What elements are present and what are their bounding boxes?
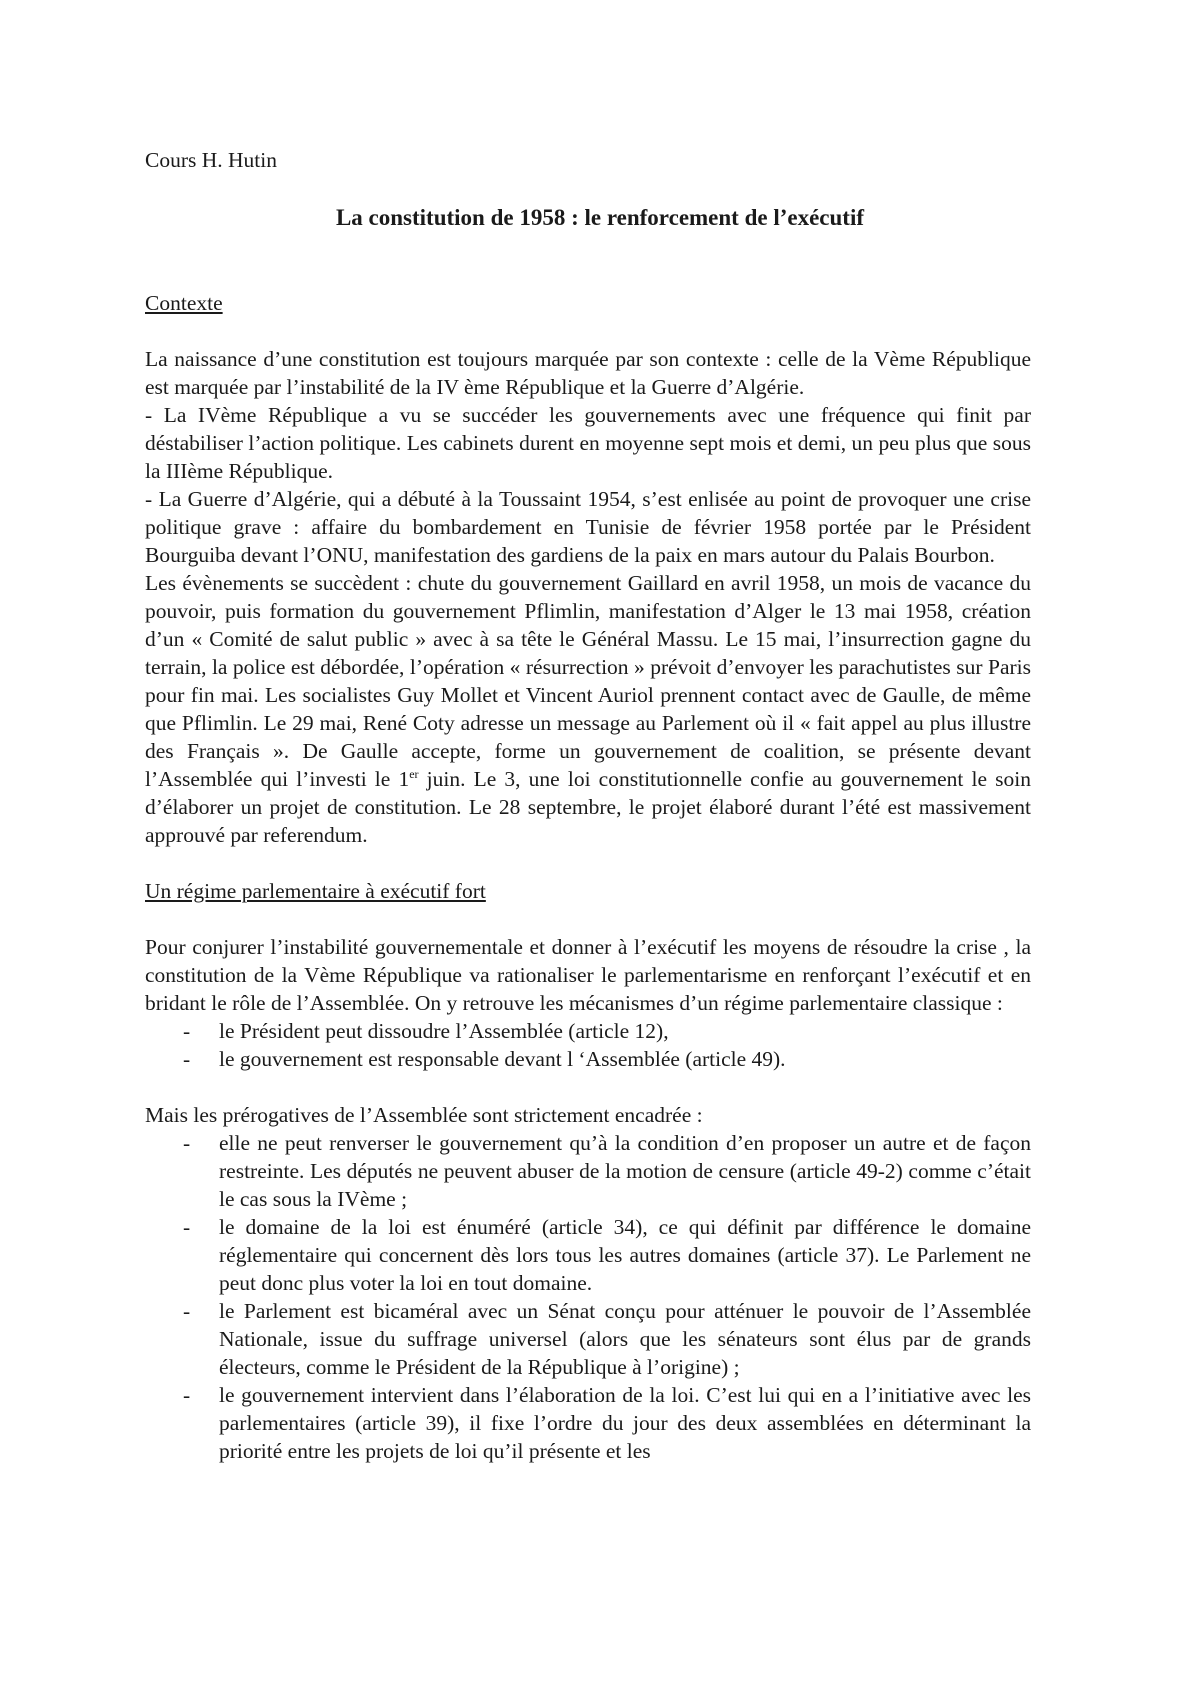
list-item-text: le gouvernement intervient dans l’élaboration de la loi. C’est lui qui en a l’initiative avec les parlementaires (article 39), il fixe l’ordre du jour des deux assemblées en déterminant la priorité entre les projets de loi qu’il présente et les <box>219 1383 1031 1463</box>
list-dash: - <box>183 1019 191 1043</box>
superscript-er: er <box>409 766 419 781</box>
list-item-text: le Parlement est bicaméral avec un Sénat conçu pour atténuer le pouvoir de l’Assemblée Nationale, issue du suffrage universel (alors que les sénateurs sont élus par de grands électeurs, comme le Président de la République à l’origine) ; <box>219 1299 1031 1379</box>
list-dash: - <box>183 1047 191 1071</box>
list-prerogatives <box>145 1129 1031 1465</box>
list-dash: - <box>183 1299 191 1323</box>
section-heading-regime: Un régime parlementaire à exécutif fort <box>145 879 486 903</box>
list-dash: - <box>183 1215 191 1239</box>
list-mecanismes <box>145 1017 1031 1073</box>
list-item <box>145 1381 1031 1465</box>
paragraph-ive-republique: - La IVème République a vu se succéder les gouvernements avec une fréquence qui finit par déstabiliser l’action politique. Les cabinets durent en moyenne sept mois et demi, un peu plus que sous la IIIème République. <box>145 403 1031 483</box>
list-item-text: le domaine de la loi est énuméré (article 34), ce qui définit par différence le domaine réglementaire qui concernent dès lors tous les autres domaines (article 37). Le Parlement ne peut donc plus voter la loi en tout domaine. <box>219 1215 1031 1295</box>
list-item-text: le gouvernement est responsable devant l ‘Assemblée (article 49). <box>219 1047 786 1071</box>
list-item <box>145 1045 1031 1073</box>
paragraph-prerogatives: Mais les prérogatives de l’Assemblée sont strictement encadrée : <box>145 1103 703 1127</box>
paragraph-evenements-text-end: juin. Le 3, une loi constitutionnelle confie au gouvernement le soin d’élaborer un projet de constitution. Le 28 septembre, le projet élaboré durant l’été est massivement approuvé par referendum. <box>145 767 1031 847</box>
paragraph-guerre-algerie: - La Guerre d’Algérie, qui a débuté à la Toussaint 1954, s’est enlisée au point de provoquer une crise politique grave : affaire du bombardement en Tunisie de février 1958 portée par le Président Bourguiba devant l’ONU, manifestation des gardiens de la paix en mars autour du Palais Bourbon. <box>145 487 1031 567</box>
section-heading-contexte: Contexte <box>145 291 223 315</box>
list-dash: - <box>183 1131 191 1155</box>
list-item <box>145 1017 1031 1045</box>
list-item <box>145 1213 1031 1297</box>
paragraph-intro: La naissance d’une constitution est toujours marquée par son contexte : celle de la Vème République est marquée par l’instabilité de la IV ème République et la Guerre d’Algérie. <box>145 347 1031 399</box>
list-item-text: elle ne peut renverser le gouvernement qu’à la condition d’en proposer un autre et de façon restreinte. Les députés ne peuvent abuser de la motion de censure (article 49-2) comme c’était le cas sous la IVème ; <box>219 1131 1031 1211</box>
paragraph-evenements <box>145 569 1031 849</box>
list-item <box>145 1129 1031 1213</box>
list-item <box>145 1297 1031 1381</box>
document-title: La constitution de 1958 : le renforcement de l’exécutif <box>335 205 865 230</box>
list-item-text: le Président peut dissoudre l’Assemblée (article 12), <box>219 1019 669 1043</box>
paragraph-evenements-text: Les évènements se succèdent : chute du gouvernement Gaillard en avril 1958, un mois de vacance du pouvoir, puis formation du gouvernement Pflimlin, manifestation d’Alger le 13 mai 1958, création d’un « Comité de salut public » avec à sa tête le Général Massu. Le 15 mai, l’insurrection gagne du terrain, la police est débordée, l’opération « résurrection » prévoit d’envoyer les parachutistes sur Paris pour fin mai. Les socialistes Guy Mollet et Vincent Auriol prennent contact avec de Gaulle, de même que Pflimlin. Le 29 mai, René Coty adresse un message au Parlement où il « fait appel au plus illustre des Français ». De Gaulle accepte, forme un gouvernement de coalition, se présente devant l’Assemblée qui l’investi le 1 <box>145 571 1031 791</box>
document-body <box>145 289 1031 1465</box>
author-line: Cours H. Hutin <box>145 148 277 172</box>
paragraph-rationaliser: Pour conjurer l’instabilité gouvernementale et donner à l’exécutif les moyens de résoudre la crise , la constitution de la Vème République va rationaliser le parlementarisme en renforçant l’exécutif et en bridant le rôle de l’Assemblée. On y retrouve les mécanismes d’un régime parlementaire classique : <box>145 935 1031 1015</box>
list-dash: - <box>183 1383 191 1407</box>
